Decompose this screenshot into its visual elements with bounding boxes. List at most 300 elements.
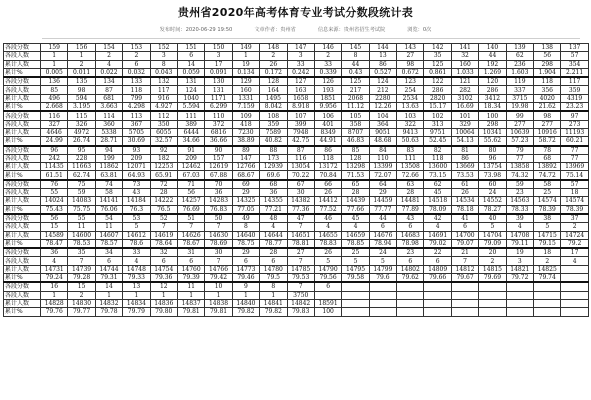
table-cell: 78.83 xyxy=(314,239,341,248)
table-cell: 79.82 xyxy=(232,308,259,316)
table-cell: 799 xyxy=(123,94,150,102)
table-cell: 277 xyxy=(506,120,533,128)
table-cell: 14815 xyxy=(479,265,506,273)
table-cell: 14821 xyxy=(506,265,533,273)
table-cell: 79.02 xyxy=(424,239,451,248)
table-cell: 45 xyxy=(342,214,369,223)
table-cell: 1040 xyxy=(177,94,204,102)
table-cell: 14518 xyxy=(424,197,451,205)
table-cell: 58 xyxy=(95,189,122,197)
table-cell: 67.88 xyxy=(205,171,232,180)
table-cell: 38.89 xyxy=(232,137,259,146)
table-cell: 78.6 xyxy=(123,239,150,248)
table-cell: 2 xyxy=(534,257,561,265)
table-cell: 14780 xyxy=(260,265,287,273)
table-cell: 95 xyxy=(68,146,95,155)
table-cell: 16.69 xyxy=(451,103,478,112)
table-cell: 145 xyxy=(342,44,369,52)
table-cell: 77.77 xyxy=(369,205,396,214)
table-cell: 47 xyxy=(287,214,314,223)
table-cell: 44 xyxy=(342,60,369,68)
table-cell: 14283 xyxy=(205,197,232,205)
table-cell: 77 xyxy=(561,154,588,162)
table-cell: 79.67 xyxy=(451,274,478,283)
table-cell: 73.98 xyxy=(479,171,506,180)
table-cell: 11 xyxy=(95,223,122,231)
row-label: 累计人数 xyxy=(4,197,41,205)
table-cell: 38 xyxy=(534,214,561,223)
table-cell: 106 xyxy=(314,111,341,120)
table-cell: 78.09 xyxy=(424,205,451,214)
table-cell: 12766 xyxy=(232,163,259,171)
table-cell: 4 xyxy=(506,223,533,231)
table-cell: 144 xyxy=(369,44,396,52)
table-cell: 56 xyxy=(177,189,204,197)
table-cell: 131 xyxy=(177,77,204,86)
table-cell: 36 xyxy=(41,248,68,257)
table-cell: 13600 xyxy=(424,163,451,171)
table-cell: 9751 xyxy=(424,128,451,136)
table-cell: 4.927 xyxy=(150,103,177,112)
table-cell: 5 xyxy=(342,257,369,265)
table-cell xyxy=(534,282,561,291)
table-cell: 74 xyxy=(95,180,122,189)
table-cell: 79.58 xyxy=(342,274,369,283)
table-cell: 24 xyxy=(369,248,396,257)
table-cell: 164 xyxy=(260,86,287,94)
table-cell: 14704 xyxy=(479,231,506,239)
table-cell: 56 xyxy=(41,214,68,223)
table-cell: 42 xyxy=(424,214,451,223)
table-cell: 55 xyxy=(41,189,68,197)
table-cell: 7948 xyxy=(287,128,314,136)
table-cell xyxy=(561,308,588,316)
table-cell: 14626 xyxy=(177,231,204,239)
row-label: 累计% xyxy=(4,308,41,316)
table-cell: 76.3 xyxy=(123,205,150,214)
count-row xyxy=(4,86,589,94)
table-cell: 14828 xyxy=(41,299,68,307)
table-cell: 14 xyxy=(177,60,204,68)
table-cell: 327 xyxy=(41,120,68,128)
table-cell: 45 xyxy=(424,189,451,197)
table-cell: 14754 xyxy=(150,265,177,273)
table-cell: 79.78 xyxy=(95,308,122,316)
table-cell: 5 xyxy=(369,257,396,265)
table-cell: 29 xyxy=(232,248,259,257)
table-cell: 23 xyxy=(397,248,424,257)
table-cell: 0.172 xyxy=(260,68,287,77)
table-cell xyxy=(342,308,369,316)
table-cell xyxy=(342,299,369,307)
table-cell: 79.46 xyxy=(232,274,259,283)
info-source: 信息来源：贵州省招生考试院 xyxy=(317,27,386,33)
table-cell: 14838 xyxy=(205,299,232,307)
table-cell: 14024 xyxy=(41,197,68,205)
table-cell: 13399 xyxy=(369,163,396,171)
table-cell: 79.80 xyxy=(150,308,177,316)
table-cell: 44 xyxy=(479,52,506,60)
table-cell xyxy=(479,282,506,291)
table-cell: 125 xyxy=(424,60,451,68)
table-cell: 14 xyxy=(95,282,122,291)
score-row xyxy=(4,146,589,155)
row-label: 累计人数 xyxy=(4,128,41,136)
table-cell: 0.861 xyxy=(424,68,451,77)
table-cell xyxy=(506,299,533,307)
table-cell: 76.5 xyxy=(150,205,177,214)
table-cell: 14676 xyxy=(369,231,396,239)
table-cell: 100 xyxy=(479,111,506,120)
table-cell: 14744 xyxy=(95,265,122,273)
percent-row xyxy=(4,171,589,180)
table-cell: 54.13 xyxy=(451,137,478,146)
table-cell: 69.6 xyxy=(260,171,287,180)
table-cell: 4 xyxy=(95,60,122,68)
table-cell: 236 xyxy=(506,60,533,68)
row-label: 累计% xyxy=(4,171,41,180)
table-cell: 79.81 xyxy=(177,308,204,316)
table-cell: 76.06 xyxy=(95,205,122,214)
count-row xyxy=(4,291,589,299)
table-cell: 78.64 xyxy=(150,239,177,248)
table-cell: 6 xyxy=(451,223,478,231)
score-row xyxy=(4,180,589,189)
row-label: 累计人数 xyxy=(4,265,41,273)
table-cell: 8.042 xyxy=(260,103,287,112)
table-cell: 12253 xyxy=(150,163,177,171)
table-cell: 0.043 xyxy=(150,68,177,77)
table-cell: 8 xyxy=(260,282,287,291)
table-cell: 116 xyxy=(287,154,314,162)
table-cell: 98 xyxy=(397,60,424,68)
table-cell: 63.81 xyxy=(95,171,122,180)
count-row xyxy=(4,154,589,162)
table-cell: 1171 xyxy=(205,94,232,102)
row-label: 累计人数 xyxy=(4,299,41,307)
table-cell: 13 xyxy=(123,282,150,291)
table-cell: 5 xyxy=(479,223,506,231)
table-cell: 132 xyxy=(150,77,177,86)
table-cell: 76.83 xyxy=(205,205,232,214)
table-cell: 72.66 xyxy=(397,171,424,180)
table-cell: 6 xyxy=(95,257,122,265)
table-cell: 2280 xyxy=(369,94,396,102)
table-cell: 115 xyxy=(68,111,95,120)
table-cell: 103 xyxy=(397,111,424,120)
table-cell: 27 xyxy=(287,248,314,257)
table-cell: 14724 xyxy=(561,231,588,239)
table-cell xyxy=(534,308,561,316)
table-cell: 75.14 xyxy=(561,171,588,180)
row-label: 累计% xyxy=(4,205,41,214)
table-cell: 34 xyxy=(95,248,122,257)
table-cell: 6 xyxy=(150,257,177,265)
table-cell xyxy=(424,299,451,307)
table-cell: 8 xyxy=(150,60,177,68)
table-cell: 41 xyxy=(451,214,478,223)
table-cell: 6 xyxy=(232,257,259,265)
view-count: 浏览：0次 xyxy=(407,27,432,33)
table-cell: 135 xyxy=(68,77,95,86)
table-cell: 7 xyxy=(150,223,177,231)
table-cell: 14840 xyxy=(232,299,259,307)
table-cell: 122 xyxy=(424,77,451,86)
table-cell: 147 xyxy=(232,154,259,162)
table-cell: 1 xyxy=(123,291,150,299)
table-cell: 147 xyxy=(287,44,314,52)
table-cell: 8 xyxy=(232,223,259,231)
table-cell: 83 xyxy=(397,146,424,155)
table-cell: 77.52 xyxy=(314,205,341,214)
table-cell: 228 xyxy=(68,154,95,162)
table-cell: 32 xyxy=(150,248,177,257)
table-cell: 21 xyxy=(451,248,478,257)
table-cell: 66 xyxy=(314,180,341,189)
table-cell: 2 xyxy=(314,52,341,60)
table-cell: 138 xyxy=(534,44,561,52)
table-cell: 62.74 xyxy=(68,171,95,180)
table-cell: 5 xyxy=(534,223,561,231)
table-cell: 131 xyxy=(205,86,232,94)
table-cell xyxy=(561,291,588,299)
table-cell: 298 xyxy=(534,60,561,68)
table-cell: 322 xyxy=(397,120,424,128)
score-row xyxy=(4,77,589,86)
table-cell: 104 xyxy=(369,111,396,120)
table-cell: 7 xyxy=(205,223,232,231)
table-cell: 1 xyxy=(41,291,68,299)
table-cell: 18591 xyxy=(314,299,341,307)
score-row xyxy=(4,282,589,291)
table-cell: 148 xyxy=(260,44,287,52)
table-cell: 126 xyxy=(314,77,341,86)
table-cell: 14184 xyxy=(123,197,150,205)
table-cell: 10916 xyxy=(534,128,561,136)
table-cell: 92 xyxy=(150,146,177,155)
table-cell: 326 xyxy=(68,120,95,128)
table-cell: 52 xyxy=(150,214,177,223)
row-label: 各段分数 xyxy=(4,111,41,120)
table-cell: 14619 xyxy=(150,231,177,239)
table-cell: 14825 xyxy=(534,265,561,273)
table-cell: 18 xyxy=(561,189,588,197)
table-cell: 11 xyxy=(68,223,95,231)
table-cell: 8 xyxy=(342,52,369,60)
table-cell xyxy=(506,282,533,291)
table-cell: 79.15 xyxy=(534,239,561,248)
table-cell: 30 xyxy=(205,248,232,257)
table-cell: 1 xyxy=(68,52,95,60)
table-cell: 13.63 xyxy=(397,103,424,112)
table-cell: 53 xyxy=(123,214,150,223)
table-cell: 6444 xyxy=(177,128,204,136)
table-cell: 62 xyxy=(424,180,451,189)
table-cell: 74.32 xyxy=(506,171,533,180)
table-cell: 151 xyxy=(177,44,204,52)
table-cell: 14837 xyxy=(177,299,204,307)
table-cell: 98 xyxy=(68,86,95,94)
table-cell xyxy=(397,308,424,316)
table-cell: 160 xyxy=(232,86,259,94)
row-label: 各段人数 xyxy=(4,189,41,197)
table-cell: 11862 xyxy=(95,163,122,171)
table-cell: 4020 xyxy=(534,94,561,102)
table-cell: 1495 xyxy=(260,94,287,102)
table-cell: 14830 xyxy=(68,299,95,307)
table-cell: 111 xyxy=(177,111,204,120)
table-cell: 7 xyxy=(451,257,478,265)
table-cell: 149 xyxy=(232,44,259,52)
table-cell: 24.99 xyxy=(41,137,68,146)
table-cell: 8.918 xyxy=(287,103,314,112)
table-cell: 14659 xyxy=(342,231,369,239)
table-cell xyxy=(369,299,396,307)
table-cell: 77.36 xyxy=(287,205,314,214)
table-cell xyxy=(506,308,533,316)
table-cell: 85 xyxy=(41,86,68,94)
table-cell: 4.298 xyxy=(123,103,150,112)
table-cell xyxy=(561,274,588,283)
table-cell: 157 xyxy=(205,154,232,162)
table-cell: 2.668 xyxy=(41,103,68,112)
table-cell: 136 xyxy=(41,77,68,86)
table-cell: 72.07 xyxy=(369,171,396,180)
table-cell: 78.53 xyxy=(68,239,95,248)
table-cell: 67.03 xyxy=(177,171,204,180)
table-cell: 14842 xyxy=(287,299,314,307)
table-cell: 22 xyxy=(424,248,451,257)
table-cell: 70.22 xyxy=(287,171,314,180)
table-cell: 111 xyxy=(397,154,424,162)
table-cell: 14655 xyxy=(314,231,341,239)
table-cell: 3102 xyxy=(451,94,478,102)
table-cell: 1 xyxy=(205,291,232,299)
table-cell: 56 xyxy=(534,52,561,60)
table-cell: 79.07 xyxy=(451,239,478,248)
table-cell: 160 xyxy=(451,60,478,68)
table-cell: 7 xyxy=(68,257,95,265)
table-cell: 13172 xyxy=(314,163,341,171)
table-cell: 125 xyxy=(342,77,369,86)
table-cell: 28 xyxy=(397,189,424,197)
table-cell: 33 xyxy=(314,60,341,68)
table-cell: 14534 xyxy=(451,197,478,205)
table-cell: 193 xyxy=(314,86,341,94)
table-cell: 0.005 xyxy=(41,68,68,77)
table-cell: 367 xyxy=(123,120,150,128)
table-cell: 9413 xyxy=(397,128,424,136)
table-cell: 146 xyxy=(314,44,341,52)
table-cell: 74.72 xyxy=(534,171,561,180)
table-cell: 7.159 xyxy=(232,103,259,112)
table-cell: 2 xyxy=(561,223,588,231)
table-cell: 108 xyxy=(260,111,287,120)
table-cell: 14630 xyxy=(205,231,232,239)
table-cell: 98 xyxy=(534,111,561,120)
publish-time: 发布时间：2020-06-29 19:50 xyxy=(159,27,233,33)
table-cell: 139 xyxy=(506,44,533,52)
table-cell: 71.53 xyxy=(342,171,369,180)
table-cell: 50 xyxy=(205,214,232,223)
table-cell: 0.43 xyxy=(342,68,369,77)
table-cell: 6 xyxy=(260,257,287,265)
table-cell: 594 xyxy=(68,94,95,102)
table-cell: 40 xyxy=(479,214,506,223)
table-cell: 4 xyxy=(342,223,369,231)
table-cell: 14439 xyxy=(342,197,369,205)
table-cell: 57 xyxy=(561,52,588,60)
table-cell: 35 xyxy=(68,248,95,257)
table-cell: 142 xyxy=(424,44,451,52)
table-cell: 44.91 xyxy=(314,137,341,146)
table-cell: 28.71 xyxy=(95,137,122,146)
table-cell: 79.81 xyxy=(205,308,232,316)
table-cell: 14651 xyxy=(287,231,314,239)
table-cell: 79.6 xyxy=(369,274,396,283)
table-cell: 14795 xyxy=(342,265,369,273)
table-cell: 0.527 xyxy=(369,68,396,77)
table-cell: 68 xyxy=(534,154,561,162)
table-cell: 11193 xyxy=(561,128,588,136)
row-label: 累计% xyxy=(4,68,41,77)
table-cell: 6 xyxy=(177,52,204,60)
table-cell xyxy=(397,291,424,299)
table-cell: 78.67 xyxy=(177,239,204,248)
table-cell xyxy=(424,308,451,316)
cumulative-row xyxy=(4,231,589,239)
table-cell: 33 xyxy=(123,248,150,257)
table-cell: 7 xyxy=(205,257,232,265)
table-cell: 313 xyxy=(424,120,451,128)
table-cell xyxy=(561,282,588,291)
table-cell: 2 xyxy=(95,52,122,60)
table-cell: 30.69 xyxy=(123,137,150,146)
table-cell: 50.63 xyxy=(397,137,424,146)
table-cell: 36 xyxy=(205,189,232,197)
table-cell: 64 xyxy=(369,180,396,189)
table-cell: 14644 xyxy=(260,231,287,239)
table-cell: 36.66 xyxy=(205,137,232,146)
table-cell: 75.43 xyxy=(41,205,68,214)
table-cell: 14739 xyxy=(68,265,95,273)
table-cell: 77.05 xyxy=(232,205,259,214)
percent-row xyxy=(4,68,589,77)
table-cell: 15 xyxy=(41,223,68,231)
table-cell: 14691 xyxy=(424,231,451,239)
table-cell: 79.82 xyxy=(260,308,287,316)
table-cell: 6.299 xyxy=(205,103,232,112)
table-cell: 77.89 xyxy=(397,205,424,214)
table-cell: 52.45 xyxy=(424,137,451,146)
table-cell: 79.79 xyxy=(123,308,150,316)
table-cell: 14574 xyxy=(561,197,588,205)
table-cell: 70.84 xyxy=(314,171,341,180)
table-cell xyxy=(479,308,506,316)
table-cell: 51 xyxy=(177,214,204,223)
table-cell: 75.75 xyxy=(68,205,95,214)
table-cell: 14412 xyxy=(314,197,341,205)
table-cell: 14841 xyxy=(260,299,287,307)
score-row xyxy=(4,111,589,120)
table-cell: 35 xyxy=(424,52,451,60)
table-cell: 389 xyxy=(177,120,204,128)
table-cell: 133 xyxy=(123,77,150,86)
table-cell: 59 xyxy=(68,189,95,197)
table-cell: 79.69 xyxy=(479,274,506,283)
table-cell: 12.26 xyxy=(369,103,396,112)
table-cell: 107 xyxy=(287,111,314,120)
